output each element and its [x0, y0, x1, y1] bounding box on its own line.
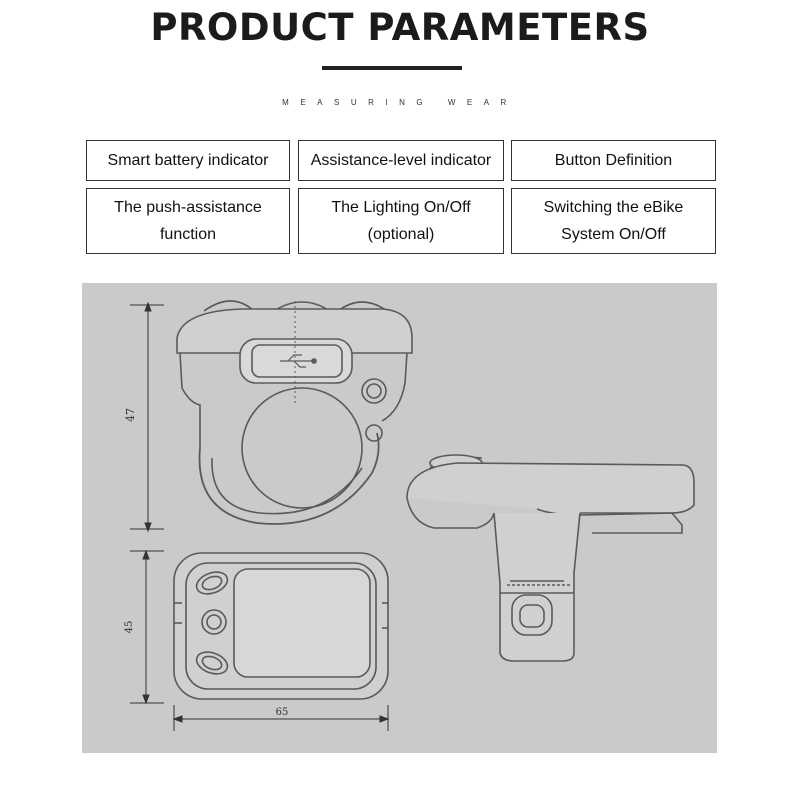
page-subtitle: MEASURING WEAR	[282, 98, 518, 107]
page-title: PRODUCT PARAMETERS	[150, 6, 650, 49]
dimension-line-front-height	[130, 551, 164, 703]
param-assistance-level-indicator: Assistance-level indicator	[298, 140, 504, 181]
display-side-view-drawing	[407, 455, 694, 661]
technical-drawing-panel	[82, 283, 717, 753]
dimension-label-top-height: 47	[124, 408, 137, 422]
param-button-definition: Button Definition	[511, 140, 716, 181]
param-lighting-on-off: The Lighting On/Off (optional)	[298, 188, 504, 254]
dimension-label-front-width: 65	[275, 707, 289, 718]
display-top-view-drawing	[177, 301, 412, 524]
title-underline	[322, 66, 462, 70]
dimension-label-front-height: 45	[124, 620, 135, 634]
param-smart-battery-indicator: Smart battery indicator	[86, 140, 290, 181]
param-switching-system-on-off: Switching the eBike System On/Off	[511, 188, 716, 254]
param-push-assistance-function: The push-assistance function	[86, 188, 290, 254]
display-front-view-drawing	[174, 553, 388, 699]
